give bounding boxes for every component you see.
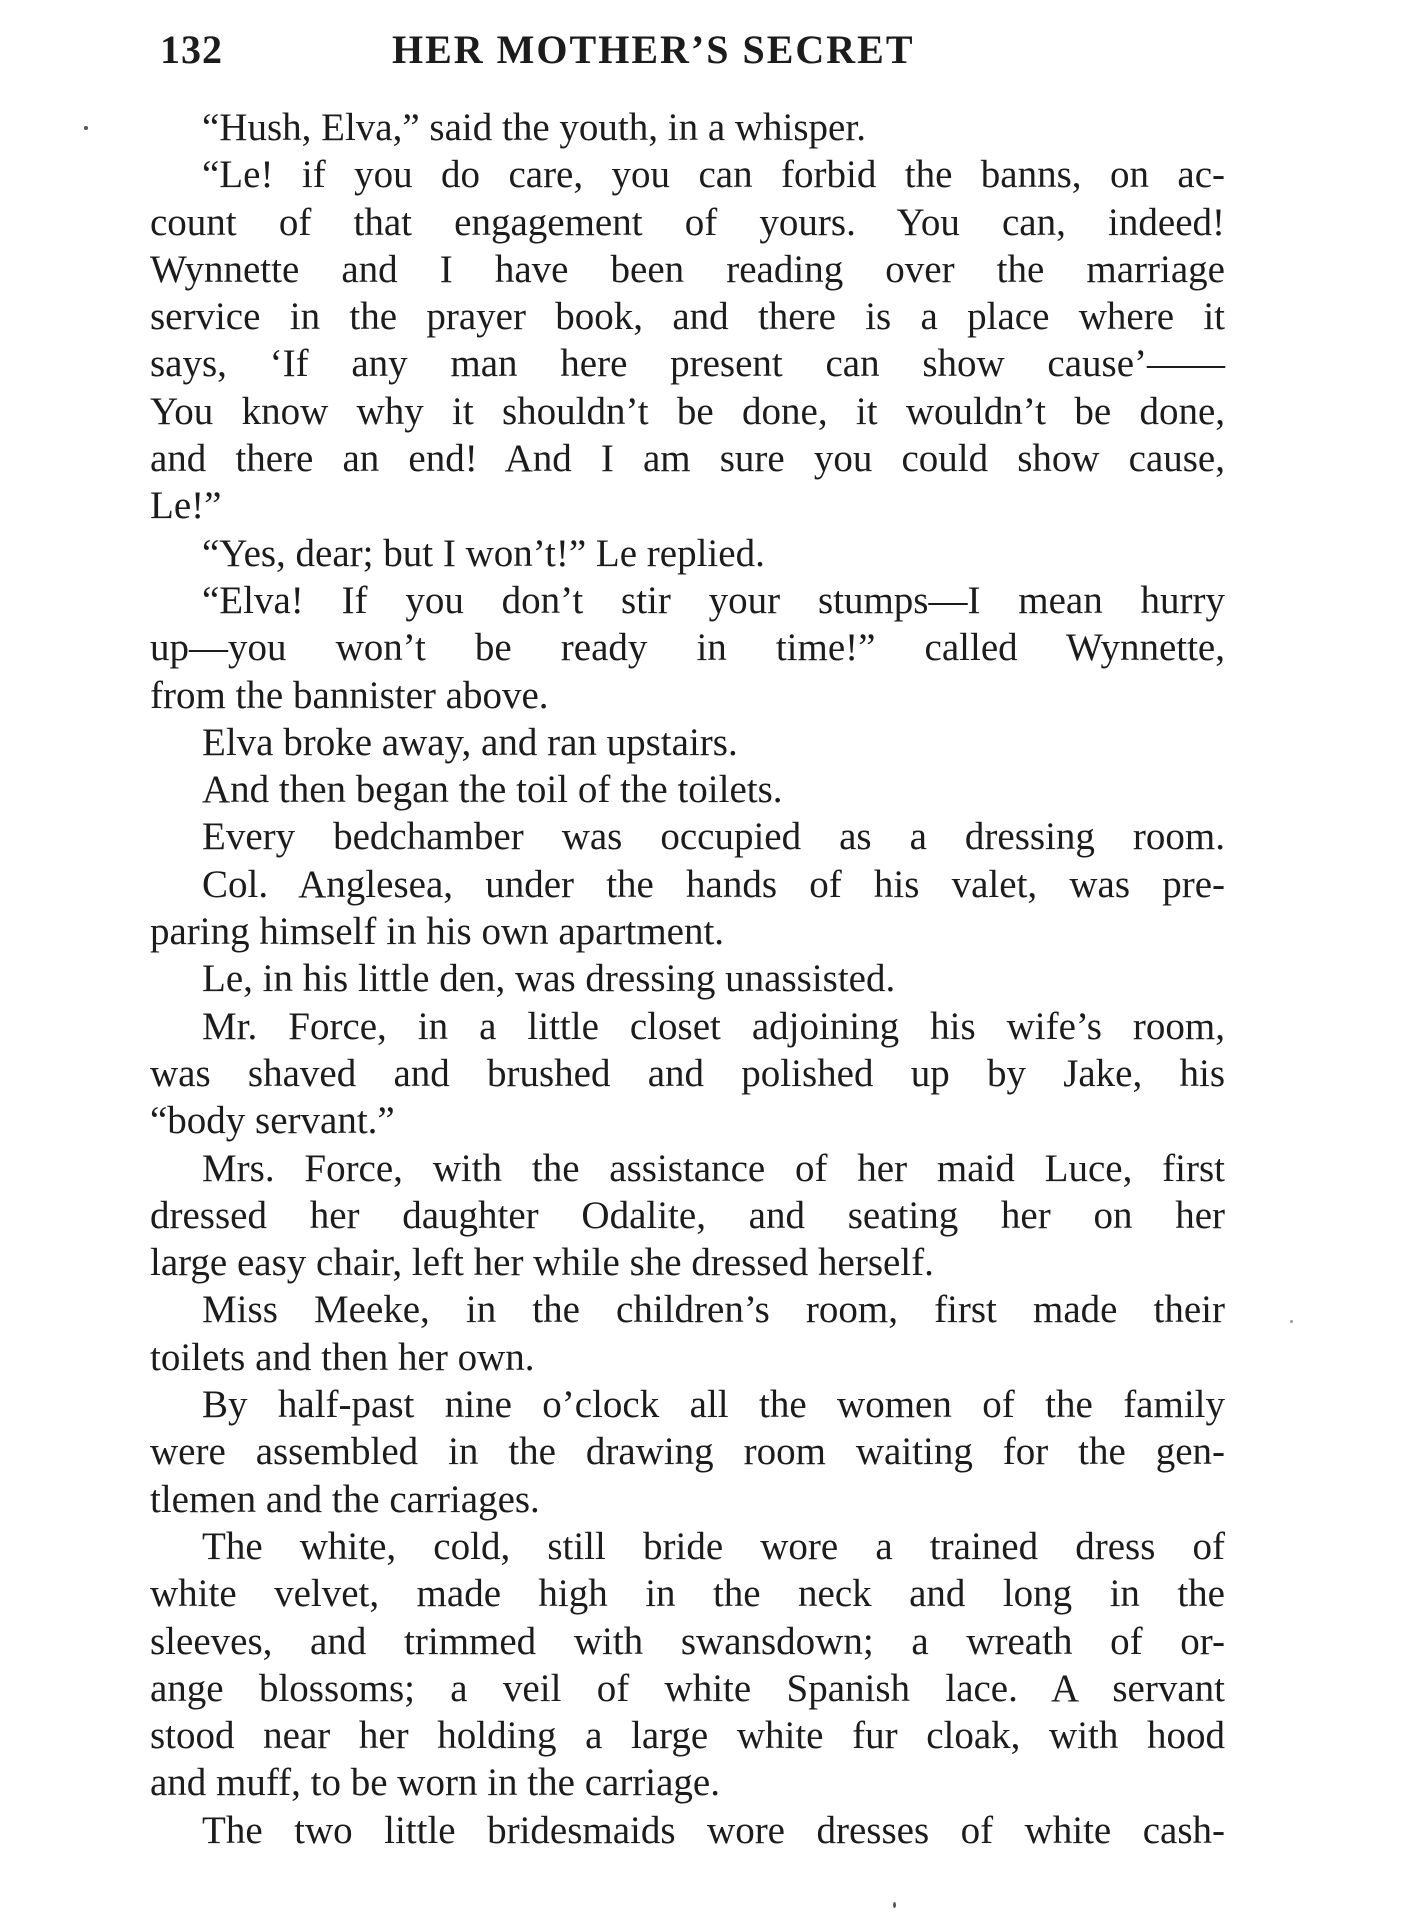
text-line: toilets and then her own.: [150, 1335, 535, 1379]
text-line: Col. Anglesea, under the hands of his valet, was pre-: [202, 862, 1225, 906]
text-line: Mr. Force, in a little closet adjoining his wife’s room,: [202, 1004, 1225, 1048]
text-line: By half-past nine o’clock all the women of the family: [202, 1383, 1225, 1427]
text-line: The white, cold, still bride wore a trained dress of: [202, 1524, 1225, 1568]
text-line: sleeves, and trimmed with swansdown; a wreath of or-: [150, 1619, 1225, 1663]
body-text: [150, 104, 1225, 1854]
text-line: from the bannister above.: [150, 673, 549, 717]
text-line: And then began the toil of the toilets.: [202, 768, 783, 812]
scan-speck: [1290, 1320, 1293, 1323]
text-line: says, ‘If any man here present can show cause’——: [150, 342, 1225, 386]
page-header: [160, 22, 1220, 82]
scan-speck: [84, 126, 88, 130]
text-line: Mrs. Force, with the assistance of her maid Luce, first: [202, 1146, 1225, 1190]
text-line: service in the prayer book, and there is a place where it: [150, 295, 1225, 339]
text-line: Elva broke away, and ran upstairs.: [202, 720, 738, 764]
text-line: and muff, to be worn in the carriage.: [150, 1761, 720, 1805]
text-line: was shaved and brushed and polished up by Jake, his: [150, 1051, 1225, 1095]
text-line: “Le! if you do care, you can forbid the banns, on ac-: [202, 153, 1225, 197]
text-line: Wynnette and I have been reading over the marriage: [150, 247, 1225, 291]
text-line: and there an end! And I am sure you could show cause,: [150, 437, 1225, 481]
text-line: stood near her holding a large white fur cloak, with hood: [150, 1714, 1225, 1758]
text-line: “Elva! If you don’t stir your stumps—I mean hurry: [202, 578, 1225, 622]
text-line: Miss Meeke, in the children’s room, first made their: [202, 1288, 1225, 1332]
text-line: large easy chair, left her while she dressed herself.: [150, 1241, 934, 1285]
text-line: You know why it shouldn’t be done, it wouldn’t be done,: [150, 389, 1225, 433]
text-line: “Hush, Elva,” said the youth, in a whisper.: [202, 106, 866, 149]
text-line: white velvet, made high in the neck and long in the: [150, 1572, 1225, 1616]
text-line: “body servant.”: [150, 1099, 395, 1143]
text-line: count of that engagement of yours. You can, indeed!: [150, 200, 1225, 244]
text-line: Le, in his little den, was dressing unassisted.: [202, 957, 896, 1001]
text-line: paring himself in his own apartment.: [150, 910, 725, 954]
text-line: dressed her daughter Odalite, and seating her on her: [150, 1193, 1225, 1237]
text-line: tlemen and the carriages.: [150, 1477, 540, 1521]
text-line: Every bedchamber was occupied as a dressing room.: [202, 815, 1225, 859]
text-line: ange blossoms; a veil of white Spanish lace. A servant: [150, 1666, 1225, 1710]
running-head-title: HER MOTHER’S SECRET: [392, 27, 915, 72]
page-number: 132: [160, 27, 223, 72]
text-line: up—you won’t be ready in time!” called Wynnette,: [150, 626, 1225, 670]
scan-speck: [893, 1902, 896, 1908]
text-line: “Yes, dear; but I won’t!” Le replied.: [202, 531, 765, 575]
text-line: Le!”: [150, 484, 222, 528]
text-line: were assembled in the drawing room waiting for the gen-: [150, 1430, 1225, 1474]
text-line: The two little bridesmaids wore dresses of white cash-: [202, 1808, 1225, 1852]
